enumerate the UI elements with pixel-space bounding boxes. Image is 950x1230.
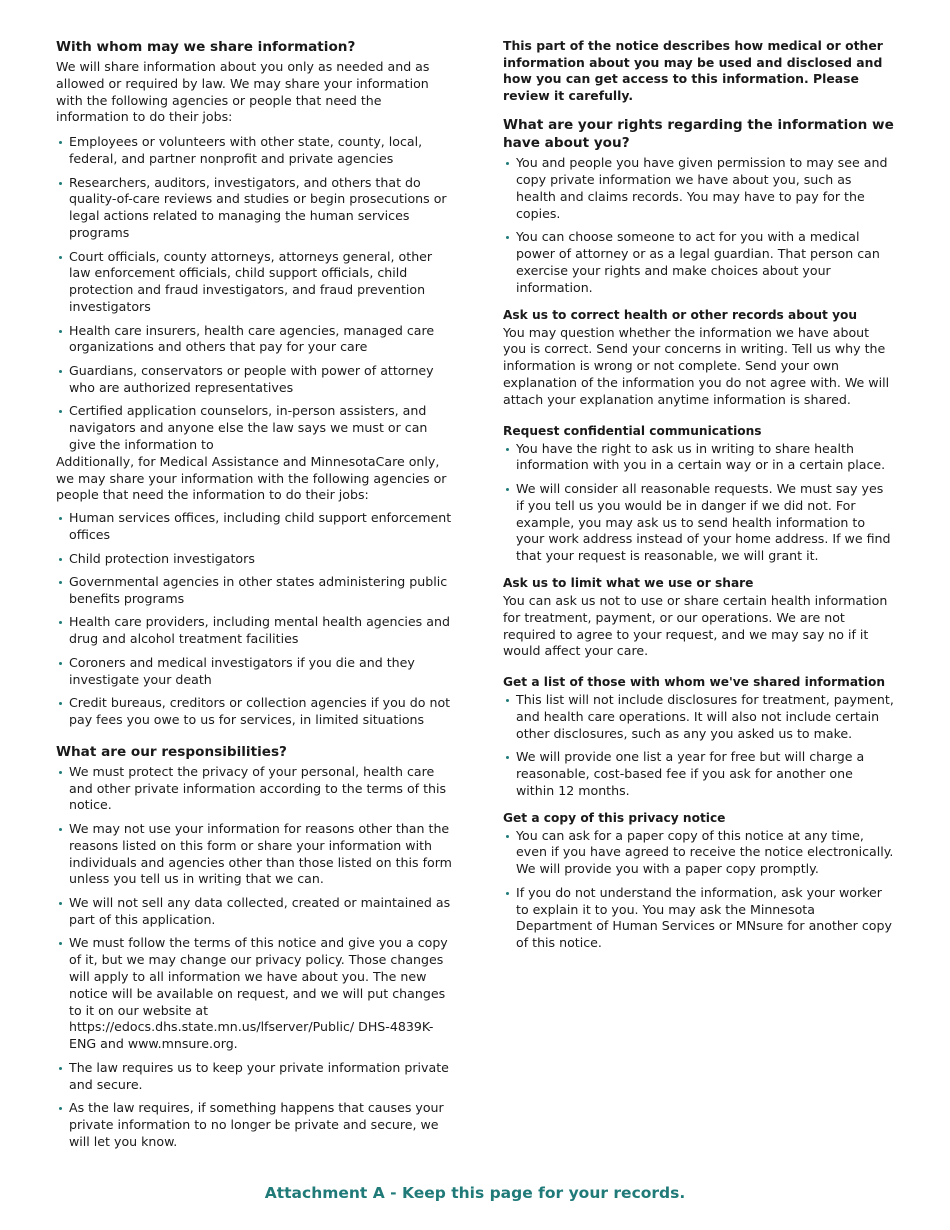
shared-list — [503, 692, 895, 800]
list-item: We may not use your information for reasons other than the reasons listed on this form or share your information with individuals and agencies other than those listed on this form unless you tell us in writing that we can. — [56, 821, 452, 888]
list-item: Employees or volunteers with other state, county, local, federal, and partner nonprofit and private agencies — [56, 134, 452, 168]
list-item: You have the right to ask us in writing to share health information with you in a certain way or in a certain place. — [503, 441, 895, 475]
list-item: Credit bureaus, creditors or collection agencies if you do not pay fees you owe to us for services, in limited situations — [56, 695, 452, 729]
share-intro: We will share information about you only as needed and as allowed or required by law. We may share your information with the following agencies or people that need the information to do their jobs: — [56, 59, 430, 125]
list-item: Coroners and medical investigators if you die and they investigate your death — [56, 655, 452, 689]
limit-heading: Ask us to limit what we use or share — [503, 575, 754, 590]
list-item: Governmental agencies in other states administering public benefits programs — [56, 574, 452, 608]
list-item: We will not sell any data collected, created or maintained as part of this application. — [56, 895, 452, 929]
list-item: Certified application counselors, in-person assisters, and navigators and anyone else the law says we must or can give the information to — [56, 403, 452, 453]
list-section — [503, 674, 895, 800]
list-item: You can ask for a paper copy of this notice at any time, even if you have agreed to receive the notice electronically. We will provide you with a paper copy promptly. — [503, 828, 895, 878]
list-item: You and people you have given permission to may see and copy private information we have about you, such as health and claims records. You may have to pay for the copies. — [503, 155, 895, 222]
share-list-2 — [56, 510, 452, 729]
list-item: We must follow the terms of this notice and give you a copy of it, but we may change our privacy policy. Those changes will apply to all information we have about you. The new notice will be available on request, and we will put changes to it on our website at https://edocs.dhs.state.mn.us/lfserver/Public/ DHS-4839K-ENG and www.mnsure.org. — [56, 935, 452, 1053]
share-list — [56, 134, 452, 454]
list-item: The law requires us to keep your private information private and secure. — [56, 1060, 452, 1094]
rights-list — [503, 155, 895, 296]
list-heading: Get a list of those with whom we've shared information — [503, 675, 886, 690]
list-item: Court officials, county attorneys, attorneys general, other law enforcement officials, child support officials, child protection and fraud investigators, and fraud prevention investigators — [56, 249, 452, 316]
correct-section — [503, 307, 895, 409]
left-column — [56, 38, 452, 1161]
responsibilities-list — [56, 764, 452, 1151]
confidential-list — [503, 441, 895, 565]
list-item: Researchers, auditors, investigators, and others that do quality-of-care reviews and studies or begin prosecutions or legal actions related to managing the human services programs — [56, 175, 452, 242]
list-item: We must protect the privacy of your personal, health care and other private information according to the terms of this notice. — [56, 764, 452, 814]
list-item: Child protection investigators — [56, 551, 452, 568]
right-column — [503, 38, 895, 962]
correct-heading: Ask us to correct health or other records about you — [503, 307, 858, 322]
copy-heading: Get a copy of this privacy notice — [503, 810, 726, 825]
responsibilities-heading: What are our responsibilities? — [56, 743, 287, 760]
attachment-footer: Attachment A - Keep this page for your records. — [264, 1184, 686, 1202]
limit-section — [503, 575, 895, 660]
list-item: You can choose someone to act for you with a medical power of attorney or as a legal guardian. That person can exercise your rights and make choices about your information. — [503, 229, 895, 296]
notice-intro: This part of the notice describes how medical or other information about you may be used and disclosed and how you can get access to this information. Please review it carefully. — [503, 38, 883, 103]
share-additional: Additionally, for Medical Assistance and MinnesotaCare only, we may share your information with the following agencies or people that need the information to do their jobs: — [56, 453, 447, 503]
list-item: Guardians, conservators or people with power of attorney who are authorized representatives — [56, 363, 452, 397]
list-item: We will provide one list a year for free but will charge a reasonable, cost-based fee if you ask for another one within 12 months. — [503, 749, 895, 799]
correct-text: You may question whether the information we have about you is correct. Send your concerns in writing. Tell us why the information is wrong or not complete. Send your own explanation of the information you do not agree with. We will attach your explanation anytime information is shared. — [503, 324, 890, 407]
rights-section — [503, 116, 895, 296]
list-item: As the law requires, if something happens that causes your private information to no longer be private and secure, we will let you know. — [56, 1100, 452, 1150]
list-item: This list will not include disclosures for treatment, payment, and health care operations. It will also not include certain other disclosures, such as any you asked us to make. — [503, 692, 895, 742]
limit-text: You can ask us not to use or share certain health information for treatment, payment, or our operations. We are not required to agree to your request, and we may say no if it would affect your care. — [503, 592, 888, 659]
confidential-heading: Request confidential communications — [503, 423, 762, 438]
share-heading: With whom may we share information? — [56, 39, 356, 55]
list-item: Health care insurers, health care agencies, managed care organizations and others that pay for your care — [56, 323, 452, 357]
list-item: If you do not understand the information, ask your worker to explain it to you. You may ask the Minnesota Department of Human Services or MNsure for another copy of this notice. — [503, 885, 895, 952]
copy-list — [503, 828, 895, 952]
list-item: We will consider all reasonable requests. We must say yes if you tell us you would be in danger if we did not. For example, you may ask us to send health information to your work address instead of your home address. If we find that your request is reasonable, we will grant it. — [503, 481, 895, 565]
copy-section — [503, 810, 895, 952]
responsibilities-section — [56, 743, 452, 1151]
confidential-section — [503, 423, 895, 565]
list-item: Health care providers, including mental health agencies and drug and alcohol treatment facilities — [56, 614, 452, 648]
share-section — [56, 38, 452, 729]
list-item: Human services offices, including child support enforcement offices — [56, 510, 452, 544]
rights-heading: What are your rights regarding the information we have about you? — [503, 117, 894, 152]
